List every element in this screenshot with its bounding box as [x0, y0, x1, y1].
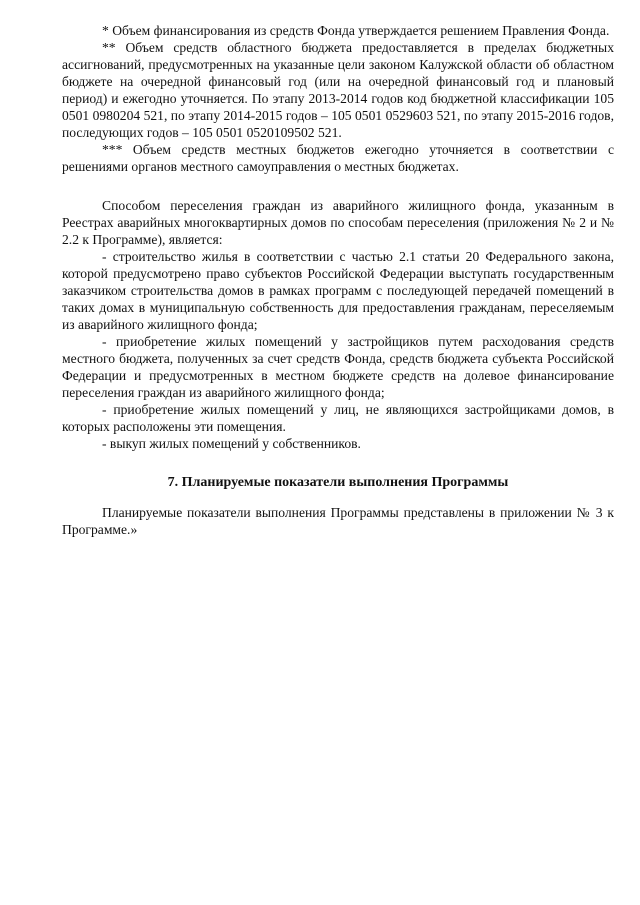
footnote-1: * Объем финансирования из средств Фонда утверждается решением Правления Фонда. — [102, 23, 610, 38]
resettlement-item-3: - приобретение жилых помещений у лиц, не являющихся застройщиками домов, в которых расположены эти помещения. — [62, 402, 614, 434]
resettlement-item-4: - выкуп жилых помещений у собственников. — [102, 436, 361, 451]
resettlement-item-2: - приобретение жилых помещений у застройщиков путем расходования средств местного бюджета, полученных за счет средств Фонда, средств бюджета субъекта Российской Федерации и предусмотренных в местном бюджете средств на долевое финансирование переселения граждан из аварийного жилищного фонда; — [62, 334, 614, 400]
footnote-3: *** Объем средств местных бюджетов ежегодно уточняется в соответствии с решениями органов местного самоуправления о местных бюджетах. — [62, 142, 614, 174]
section-7-heading: 7. Планируемые показатели выполнения Программы — [167, 475, 509, 490]
section-7-text: Планируемые показатели выполнения Программы представлены в приложении № 3 к Программе.» — [62, 505, 614, 537]
footnote-2: ** Объем средств областного бюджета предоставляется в пределах бюджетных ассигнований, предусмотренных на указанные цели законом Калужской области об областном бюджете на очередной финансовый год (или на очередной финансовый год и плановый период) и ежегодно уточняется. По этапу 2013-2014 годов код бюджетной классификации 105 0501 0980204 521, по этапу 2014-2015 годов – 105 0501 0529603 521, по этапу 2015-2016 годов, последующих годов – 105 0501 0520109502 521. — [62, 40, 614, 140]
document-page — [62, 22, 614, 538]
resettlement-item-1: - строительство жилья в соответствии с частью 2.1 статьи 20 Федерального закона, которой предусмотрено право субъектов Российской Федерации выступать государственным заказчиком строительства домов в рамках программ с последующей передачей помещений в таких домах в муниципальную собственность для предоставления гражданам, переселяемым из аварийного жилищного фонда; — [62, 249, 614, 332]
resettlement-intro: Способом переселения граждан из аварийного жилищного фонда, указанным в Реестрах аварийных многоквартирных домов по способам переселения (приложения № 2 и № 2.2 к Программе), является: — [62, 198, 614, 247]
